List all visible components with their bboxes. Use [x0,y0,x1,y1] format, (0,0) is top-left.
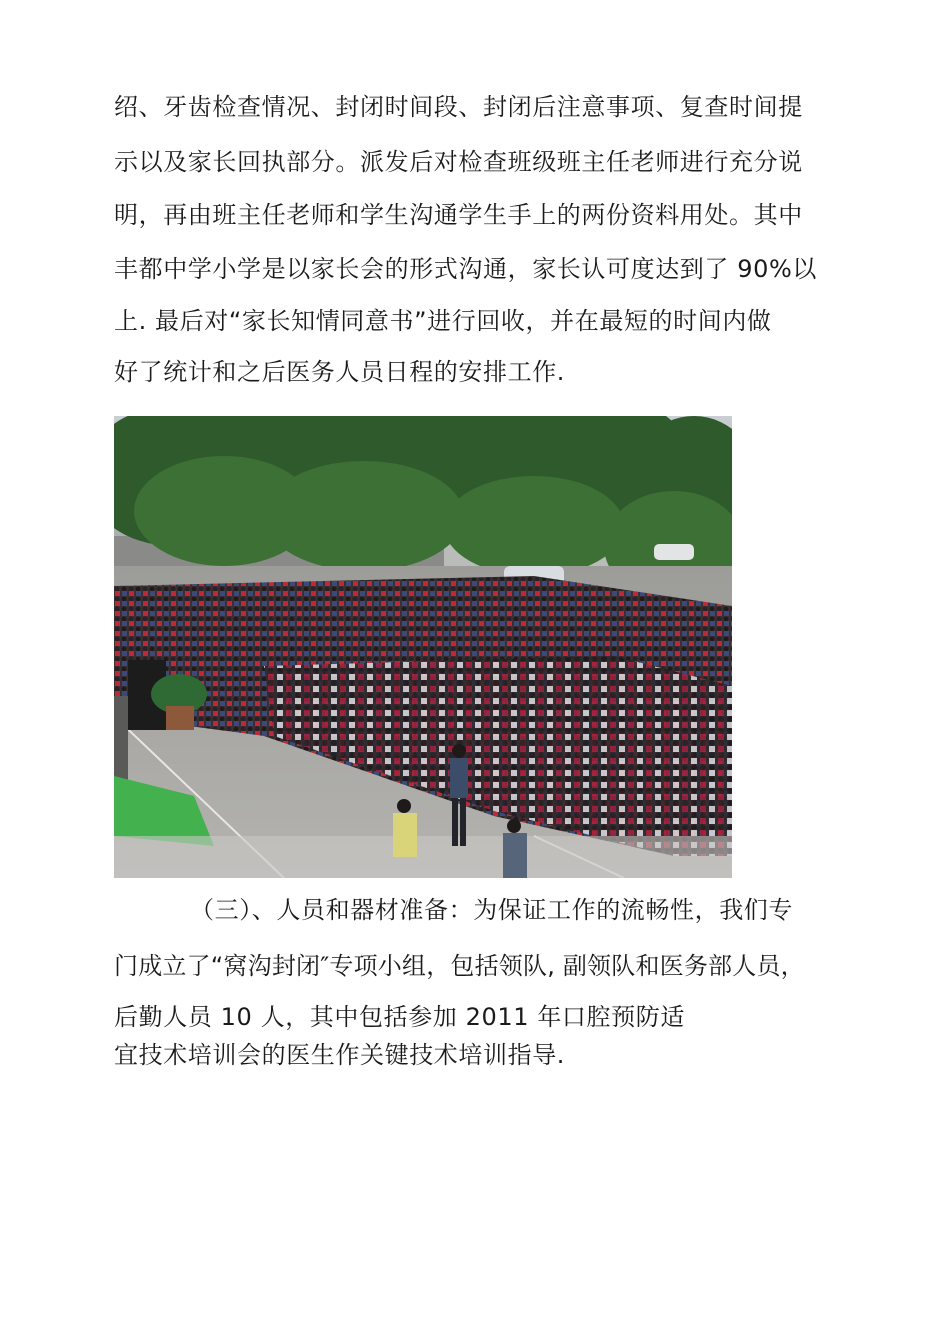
photo-illustration [114,416,732,878]
paragraph2-line-1: （三）、人员和器材准备：为保证工作的流畅性，我们专 [190,896,793,924]
parents-meeting-photo [114,416,732,878]
paragraph1-line-1: 绍、牙齿检查情况、封闭时间段、封闭后注意事项、复查时间提 [114,93,803,121]
paragraph1-line-5: 上. 最后对“家长知情同意书”进行回收，并在最短的时间内做 [114,307,772,335]
paragraph2-line-4: 宜技术培训会的医生作关键技术培训指导. [114,1041,566,1069]
paragraph1-line-2: 示以及家长回执部分。派发后对检查班级班主任老师进行充分说 [114,148,803,176]
paragraph2-line-3: 后勤人员 10 人，其中包括参加 2011 年口腔预防适 [114,1003,685,1031]
paragraph1-line-4: 丰都中学小学是以家长会的形式沟通，家长认可度达到了 90%以 [114,255,817,283]
paragraph2-line-2: 门成立了“窝沟封闭″专项小组，包括领队, 副领队和医务部人员， [114,952,805,980]
paragraph1-line-6: 好了统计和之后医务人员日程的安排工作. [114,358,566,386]
paragraph1-line-3: 明，再由班主任老师和学生沟通学生手上的两份资料用处。其中 [114,201,803,229]
